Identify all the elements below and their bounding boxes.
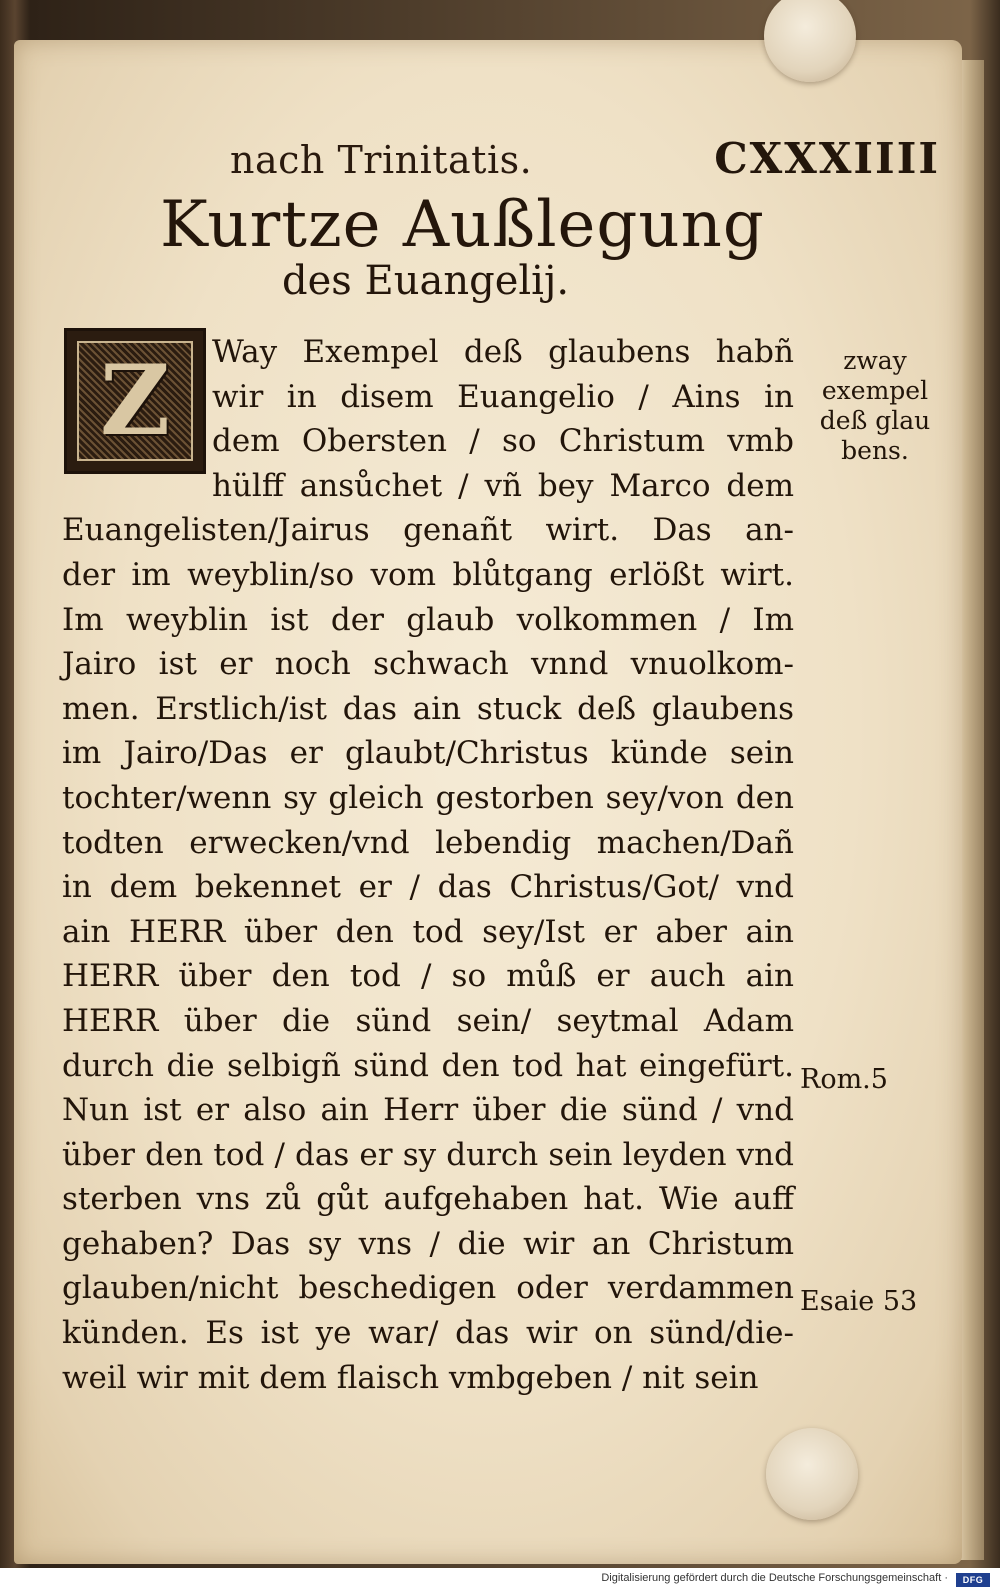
text-line: men. Erstlich/ist das ain stuck deß glaubens	[62, 690, 794, 727]
margin-note-exempel	[800, 346, 950, 466]
text-line: künden. Es ist ye war/ das wir on sünd/die-	[62, 1315, 794, 1352]
funding-credit: Digitalisierung gefördert durch die Deutsche Forschungsgemeinschaft ·	[601, 1572, 948, 1584]
text-line: Jairo ist er noch schwach vnnd vnuolkom-	[62, 646, 794, 683]
text-line: HERR über den tod / so můß er auch ain	[62, 958, 794, 995]
section-subtitle: des Euangelij.	[282, 258, 570, 304]
page-clip-bottom	[766, 1428, 858, 1520]
text-line: dem Obersten / so Christum vmb	[212, 423, 794, 460]
margin-note-line: bens.	[841, 436, 909, 465]
text-line: ain HERR über den tod sey/Ist er aber ain	[62, 913, 794, 950]
text-line: sterben vns zů gůt aufgehaben hat. Wie auff	[62, 1181, 794, 1218]
text-line: todten erwecken/vnd lebendig machen/Dañ	[62, 824, 794, 861]
section-title: Kurtze Außlegung	[160, 188, 765, 262]
text-line: durch die selbigñ sünd den tod hat eingefürt.	[62, 1047, 794, 1084]
text-line: Way Exempel deß glaubens habñ	[212, 334, 794, 370]
text-line: weil wir mit dem flaisch vmbgeben / nit sein	[62, 1359, 759, 1396]
text-line: im Jairo/Das er glaubt/Christus künde sein	[62, 735, 794, 772]
running-head: nach Trinitatis.	[230, 138, 533, 182]
page-header	[230, 134, 940, 188]
body-text	[62, 330, 794, 1400]
folio-number: CXXXIIII	[714, 134, 940, 183]
margin-note-rom: Rom.5	[800, 1064, 888, 1095]
margin-note-esaie: Esaie 53	[800, 1286, 918, 1317]
margin-note-line: deß glau	[819, 406, 931, 435]
text-line: hülff ansůchet / vñ bey Marco dem	[212, 467, 794, 504]
initial-letter: Z	[99, 344, 171, 457]
text-line: der im weyblin/so vom blůtgang erlößt wirt.	[62, 556, 794, 593]
text-line: HERR über die sünd sein/ seytmal Adam	[62, 1002, 794, 1039]
text-line: Nun ist er also ain Herr über die sünd / vnd	[62, 1092, 794, 1129]
text-line: tochter/wenn sy gleich gestorben sey/von den	[62, 779, 794, 816]
margin-note-line: zway	[843, 346, 907, 375]
text-line: über den tod / das er sy durch sein leyden vnd	[62, 1136, 794, 1173]
margin-note-line: exempel	[821, 376, 929, 405]
text-line: glauben/nicht beschedigen oder verdammen	[62, 1270, 794, 1307]
dfg-logo: DFG	[956, 1573, 990, 1587]
text-line: in dem bekennet er / das Christus/Got/ vnd	[62, 869, 794, 906]
digitization-footer	[0, 1568, 1000, 1593]
text-line: wir in disem Euangelio / Ains in	[212, 378, 794, 415]
text-line: Im weyblin ist der glaub volkommen / Im	[62, 601, 794, 638]
text-line: gehaben? Das sy vns / die wir an Christum	[62, 1225, 794, 1262]
text-line: Euangelisten/Jairus genañt wirt. Das an-	[62, 512, 794, 549]
